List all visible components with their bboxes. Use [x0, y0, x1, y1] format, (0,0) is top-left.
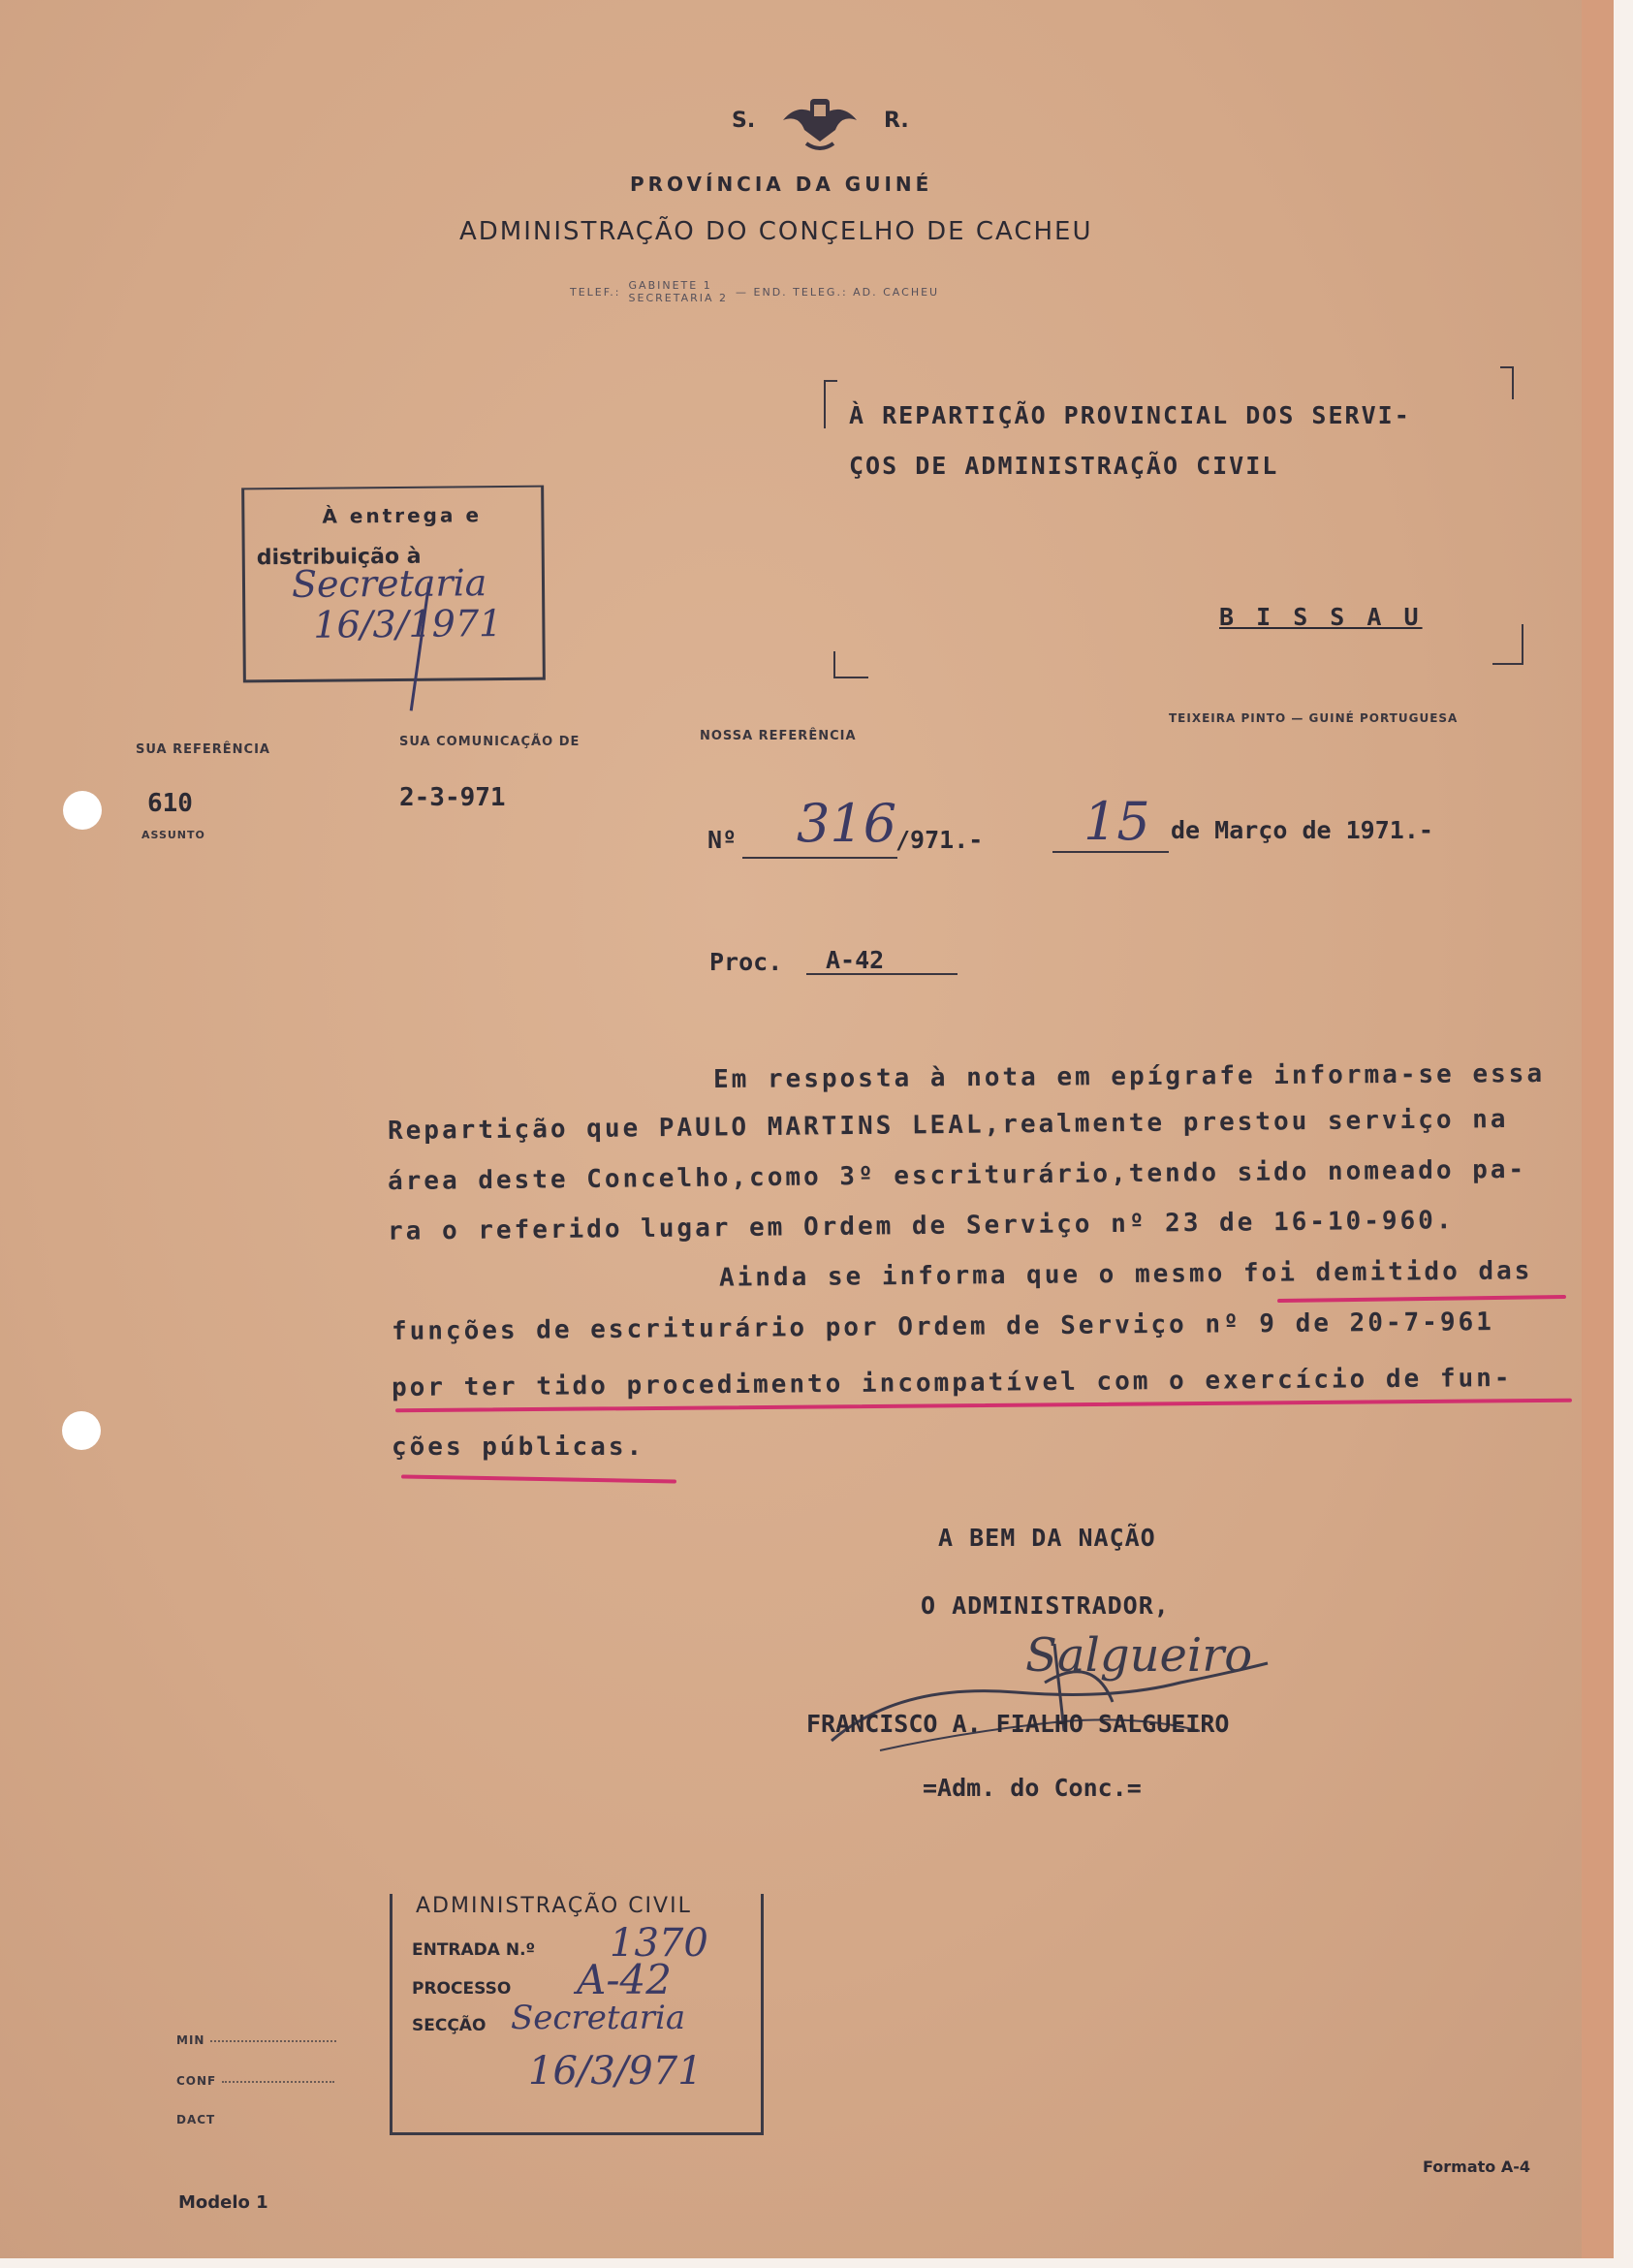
entry-stamp [390, 1894, 764, 2135]
processo-label: PROCESSO [412, 1979, 512, 1999]
recipient-city: B I S S A U [1219, 603, 1423, 631]
contact-line [570, 279, 939, 304]
punch-hole [62, 1411, 101, 1450]
entry-stamp-date: 16/3/971 [528, 2049, 703, 2094]
sua-referencia-label: SUA REFERÊNCIA [136, 742, 270, 757]
location-label: TEIXEIRA PINTO — GUINÉ PORTUGUESA [1169, 711, 1459, 725]
tele-prefix: TELEF.: [570, 285, 621, 299]
day-value: 15 [1083, 791, 1150, 852]
min-label: MIN [176, 2033, 205, 2047]
highlight-underline [1277, 1295, 1566, 1303]
seccao-label: SECÇÃO [412, 2016, 487, 2035]
closing-motto: A BEM DA NAÇÃO [938, 1524, 1156, 1552]
recipient-line-2: ÇOS DE ADMINISTRAÇÃO CIVIL [849, 452, 1279, 480]
process-label: Proc. [709, 948, 783, 976]
sua-comunicacao-label: SUA COMUNICAÇÃO DE [399, 735, 581, 749]
receipt-stamp-line-1: À entrega e [322, 503, 483, 528]
closing-title: O ADMINISTRADOR, [921, 1591, 1170, 1620]
receipt-stamp [241, 486, 546, 683]
body-line-8: ções públicas. [392, 1433, 645, 1462]
number-blank-line [742, 857, 897, 859]
date-suffix: de Março de 1971.- [1171, 816, 1433, 844]
receipt-stamp-signature: Secretaria [291, 561, 487, 606]
model-label: Modelo 1 [178, 2192, 268, 2213]
coat-of-arms-icon [777, 91, 863, 157]
entrada-value: 1370 [610, 1921, 708, 1966]
number-suffix: /971.- [895, 826, 984, 854]
receipt-stamp-date: 16/3/1971 [313, 602, 503, 646]
entry-stamp-header: ADMINISTRAÇÃO CIVIL [416, 1894, 692, 1918]
body-line-3: área deste Concelho,como 3º escriturário,tendo sido nomeado pa- [387, 1154, 1527, 1197]
office-title: ADMINISTRAÇÃO DO CONÇELHO DE CACHEU [459, 217, 1093, 246]
recipient-corner-bl [833, 651, 868, 678]
min-field [176, 2033, 336, 2047]
conf-label: CONF [176, 2074, 217, 2088]
s-label: S. [732, 109, 756, 133]
sua-referencia-value: 610 [147, 789, 193, 818]
phone-secretaria: SECRETARIA 2 [628, 292, 729, 304]
closing-signature: Salgueiro [1025, 1628, 1253, 1683]
receipt-stamp-line-2: distribuição à [256, 544, 422, 571]
assunto-label: ASSUNTO [141, 829, 205, 841]
processo-value: A-42 [577, 1956, 672, 2003]
conf-field [176, 2074, 334, 2088]
min-dotted-line [210, 2040, 336, 2042]
recipient-line-1: À REPARTIÇÃO PROVINCIAL DOS SERVI- [849, 401, 1411, 429]
body-line-1: Em resposta à nota em epígrafe informa-se essa [712, 1059, 1546, 1094]
body-line-5: Ainda se informa que o mesmo foi demitido das [718, 1256, 1533, 1293]
closing-role: =Adm. do Conc.= [923, 1774, 1142, 1802]
seccao-value: Secretaria [511, 1999, 686, 2037]
number-value: 316 [797, 793, 897, 854]
sua-comunicacao-value: 2-3-971 [399, 783, 506, 812]
nossa-referencia-label: NOSSA REFERÊNCIA [700, 729, 857, 743]
page-edge [1582, 0, 1614, 2258]
phone-gabinete: GABINETE 1 [628, 279, 712, 292]
closing-name: FRANCISCO A. FIALHO SALGUEIRO [806, 1710, 1230, 1738]
conf-dotted-line [222, 2081, 334, 2083]
recipient-corner-tl [824, 380, 837, 428]
process-value: A-42 [826, 946, 885, 974]
body-line-7: por ter tido procedimento incompatível com o exercício de fun- [391, 1363, 1513, 1403]
province-title: PROVÍNCIA DA GUINÉ [630, 173, 933, 196]
punch-hole [63, 791, 102, 830]
r-label: R. [884, 109, 909, 133]
entrada-label: ENTRADA N.º [412, 1940, 536, 1960]
phone-list [629, 279, 729, 304]
dact-label: DACT [176, 2113, 216, 2126]
recipient-corner-br [1492, 624, 1523, 665]
format-label: Formato A-4 [1423, 2158, 1530, 2176]
body-line-2: Repartição que PAULO MARTINS LEAL,realmente prestou serviço na [387, 1104, 1509, 1147]
highlight-underline [401, 1475, 676, 1484]
telegraph-address: — END. TELEG.: AD. CACHEU [736, 285, 940, 299]
recipient-corner-tr [1500, 366, 1514, 399]
body-line-4: ra o referido lugar em Ordem de Serviço nº 23 de 16-10-960. [387, 1206, 1455, 1246]
body-line-6: funções de escriturário por Ordem de Serviço nº 9 de 20-7-961 [391, 1307, 1494, 1346]
number-prefix: Nº [707, 826, 738, 854]
